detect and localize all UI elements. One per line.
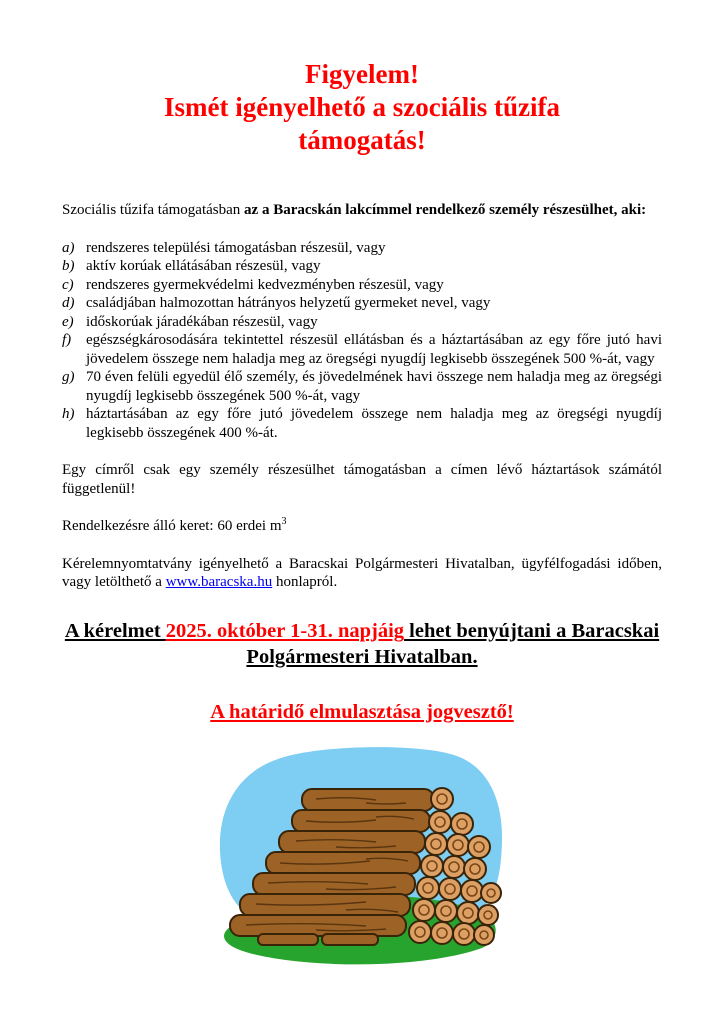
firewood-pile-icon	[216, 745, 508, 971]
quota-superscript: 3	[281, 516, 287, 527]
eligibility-item-h	[62, 405, 662, 442]
list-item-text: 70 éven felüli egyedül élő személy, és jövedelmének havi összege nem haladja meg az öregségi nyugdíj legkisebb összegének 500 %-át, vagy	[86, 369, 662, 404]
title-line-1: Figyelem!	[305, 59, 419, 89]
list-item-text: egészségkárosodására tekintettel részesül ellátásban és a háztartásában az egy főre jutó havi jövedelem összege nem haladja meg az öregségi nyugdíj legkisebb összegének 500 %-át, vagy	[86, 332, 662, 367]
list-marker: c)	[62, 276, 74, 293]
list-marker: e)	[62, 313, 74, 330]
deadline-heading	[62, 618, 662, 671]
eligibility-item-g	[62, 368, 662, 405]
title-line-2: Ismét igényelhető a szociális tűzifa	[164, 92, 560, 122]
list-marker: g)	[62, 369, 75, 385]
eligibility-item-a	[62, 239, 662, 258]
quota-paragraph	[62, 517, 662, 536]
list-item-text: aktív korúak ellátásában részesül, vagy	[86, 258, 321, 274]
quota-text: Rendelkezésre álló keret: 60 erdei m	[62, 518, 282, 534]
list-marker: d)	[62, 295, 75, 311]
eligibility-item-f	[62, 331, 662, 368]
application-before-link: Kérelemnyomtatvány igényelhető a Baracskai Polgármesteri Hivatalban, ügyfélfogadási időben, vagy letölthető a	[62, 555, 662, 590]
single-person-paragraph: Egy címről csak egy személy részesülhet támogatásban a címen lévő háztartások számától függetlenül!	[62, 462, 662, 497]
eligibility-item-c	[62, 276, 662, 295]
list-item-text: háztartásában az egy főre jutó jövedelem összege nem haladja meg az öregségi nyugdíj legkisebb összegének 400 %-át.	[86, 406, 662, 441]
list-marker: f)	[62, 332, 72, 348]
list-marker: a)	[62, 239, 75, 256]
list-marker: b)	[62, 258, 75, 274]
eligibility-item-b	[62, 257, 662, 276]
list-item-text: időskorúak járadékában részesül, vagy	[86, 313, 318, 330]
eligibility-item-e	[62, 313, 662, 332]
list-item-text: családjában halmozottan hátrányos helyzetű gyermeket nevel, vagy	[86, 295, 491, 311]
intro-normal-text: Szociális tűzifa támogatásban	[62, 202, 245, 218]
warning-heading: A határidő elmulasztása jogvesztő!	[210, 700, 514, 723]
application-after-link: honlapról.	[272, 574, 338, 590]
deadline-date: 2025. október 1-31. napjáig	[165, 619, 405, 642]
eligibility-list	[62, 239, 662, 443]
illustration-container	[62, 745, 662, 976]
eligibility-item-d	[62, 294, 662, 313]
website-link[interactable]: www.baracska.hu	[165, 574, 273, 590]
deadline-before-date: A kérelmet	[64, 619, 166, 642]
application-paragraph	[62, 555, 662, 592]
list-marker: h)	[62, 406, 75, 422]
deadline-after-date: lehet benyújtani a Baracskai Polgármesteri Hivatalban.	[246, 619, 660, 668]
intro-bold-text: az a Baracskán lakcímmel rendelkező személy részesülhet, aki:	[244, 202, 647, 218]
page-title	[62, 58, 662, 157]
title-line-3: támogatás!	[298, 125, 426, 155]
list-item-text: rendszeres települési támogatásban részesül, vagy	[86, 239, 386, 256]
intro-paragraph	[62, 201, 662, 220]
list-item-text: rendszeres gyermekvédelmi kedvezményben részesül, vagy	[86, 276, 444, 293]
